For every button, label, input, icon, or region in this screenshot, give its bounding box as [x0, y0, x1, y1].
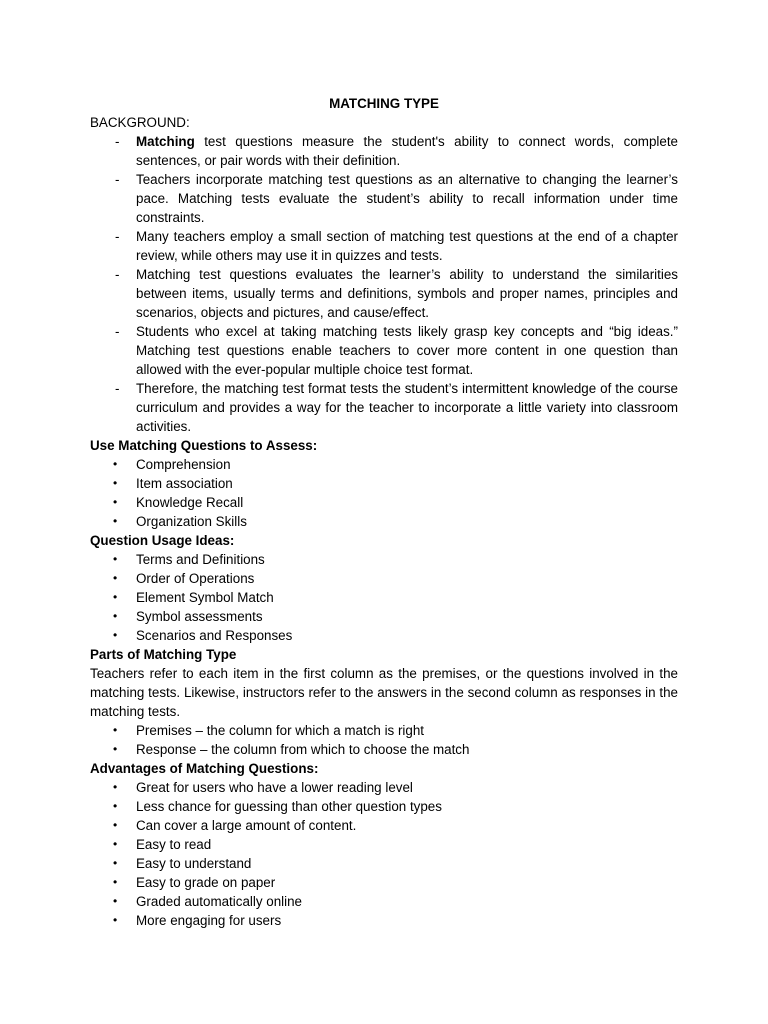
dash-marker: - [115, 267, 120, 282]
list-item-text: Easy to read [136, 837, 212, 852]
list-item [90, 854, 678, 873]
list-item-text: Comprehension [136, 457, 231, 472]
list-item [90, 892, 678, 911]
bullet-icon: • [113, 799, 118, 813]
list-item [90, 816, 678, 835]
usage-heading: Question Usage Ideas: [90, 533, 235, 548]
list-item-text: Easy to understand [136, 856, 252, 871]
list-item [90, 170, 678, 227]
list-item [90, 132, 678, 170]
list-item-text: Response – the column from which to choose the match [136, 742, 470, 757]
bullet-icon: • [113, 875, 118, 889]
bullet-icon: • [113, 856, 118, 870]
list-item-text: Less chance for guessing than other question types [136, 799, 442, 814]
list-item-text: Many teachers employ a small section of matching test questions at the end of a chapter review, while others may use it in quizzes and tests. [136, 229, 678, 263]
list-item-text: Symbol assessments [136, 609, 263, 624]
list-item-text: Item association [136, 476, 233, 491]
dash-marker: - [115, 381, 120, 396]
list-item-text: Knowledge Recall [136, 495, 244, 510]
list-item-text: Premises – the column for which a match is right [136, 723, 425, 738]
list-item-text: Order of Operations [136, 571, 255, 586]
list-item-text: Easy to grade on paper [136, 875, 276, 890]
list-item-text: Matching test questions evaluates the learner’s ability to understand the similarities between items, usually terms and definitions, symbols and proper names, principles and scenarios, objects and pictures, and cause/effect. [136, 267, 678, 320]
list-item [90, 797, 678, 816]
list-item-text: Element Symbol Match [136, 590, 274, 605]
list-item [90, 607, 678, 626]
bullet-icon: • [113, 818, 118, 832]
bullet-icon: • [113, 457, 118, 471]
background-label: BACKGROUND: [90, 115, 190, 130]
assess-list [90, 455, 678, 531]
bullet-icon: • [113, 723, 118, 737]
list-item [90, 227, 678, 265]
parts-paragraph: Teachers refer to each item in the first column as the premises, or the questions involved in the matching tests. Likewise, instructors refer to the answers in the second column as responses in the matching tests. [90, 666, 678, 719]
dash-marker: - [115, 134, 120, 149]
bullet-icon: • [113, 590, 118, 604]
page-title: MATCHING TYPE [329, 96, 439, 111]
list-item [90, 493, 678, 512]
bullet-icon: • [113, 495, 118, 509]
list-item-text: Graded automatically online [136, 894, 302, 909]
list-item [90, 512, 678, 531]
usage-list [90, 550, 678, 645]
list-item [90, 550, 678, 569]
list-item [90, 835, 678, 854]
list-item-text: Scenarios and Responses [136, 628, 293, 643]
advantages-heading: Advantages of Matching Questions: [90, 761, 319, 776]
list-item-text: Can cover a large amount of content. [136, 818, 357, 833]
list-item [90, 778, 678, 797]
list-item-text: test questions measure the student's ability to connect words, complete sentences, or pair words with their definition. [136, 134, 678, 168]
dash-marker: - [115, 324, 120, 339]
list-item-text: Teachers incorporate matching test questions as an alternative to changing the learner’s pace. Matching tests evaluate the student’s ability to recall information under time constraints. [136, 172, 678, 225]
list-item-text: Students who excel at taking matching tests likely grasp key concepts and “big ideas.” Matching test questions enable teachers to cover more content in one question than allowed with the ever-popular multiple choice test format. [136, 324, 678, 377]
bullet-icon: • [113, 571, 118, 585]
bullet-icon: • [113, 514, 118, 528]
dash-marker: - [115, 172, 120, 187]
list-item [90, 265, 678, 322]
background-list [90, 132, 678, 436]
list-item [90, 588, 678, 607]
bullet-icon: • [113, 552, 118, 566]
list-item [90, 911, 678, 930]
list-item [90, 626, 678, 645]
list-item [90, 873, 678, 892]
parts-list [90, 721, 678, 759]
assess-heading: Use Matching Questions to Assess: [90, 438, 318, 453]
list-item [90, 455, 678, 474]
document-body [90, 94, 678, 930]
lead-term: Matching [136, 134, 195, 149]
bullet-icon: • [113, 894, 118, 908]
list-item [90, 740, 678, 759]
list-item [90, 474, 678, 493]
list-item-text: Great for users who have a lower reading level [136, 780, 413, 795]
bullet-icon: • [113, 837, 118, 851]
bullet-icon: • [113, 913, 118, 927]
list-item [90, 322, 678, 379]
list-item [90, 721, 678, 740]
bullet-icon: • [113, 780, 118, 794]
list-item-text: Therefore, the matching test format tests the student’s intermittent knowledge of the course curriculum and provides a way for the teacher to incorporate a little variety into classroom activities. [136, 381, 678, 434]
bullet-icon: • [113, 742, 118, 756]
bullet-icon: • [113, 476, 118, 490]
list-item-text: Terms and Definitions [136, 552, 265, 567]
dash-marker: - [115, 229, 120, 244]
list-item [90, 379, 678, 436]
advantages-list [90, 778, 678, 930]
bullet-icon: • [113, 609, 118, 623]
bullet-icon: • [113, 628, 118, 642]
parts-heading: Parts of Matching Type [90, 647, 237, 662]
list-item-text: More engaging for users [136, 913, 282, 928]
list-item-text: Organization Skills [136, 514, 247, 529]
list-item [90, 569, 678, 588]
